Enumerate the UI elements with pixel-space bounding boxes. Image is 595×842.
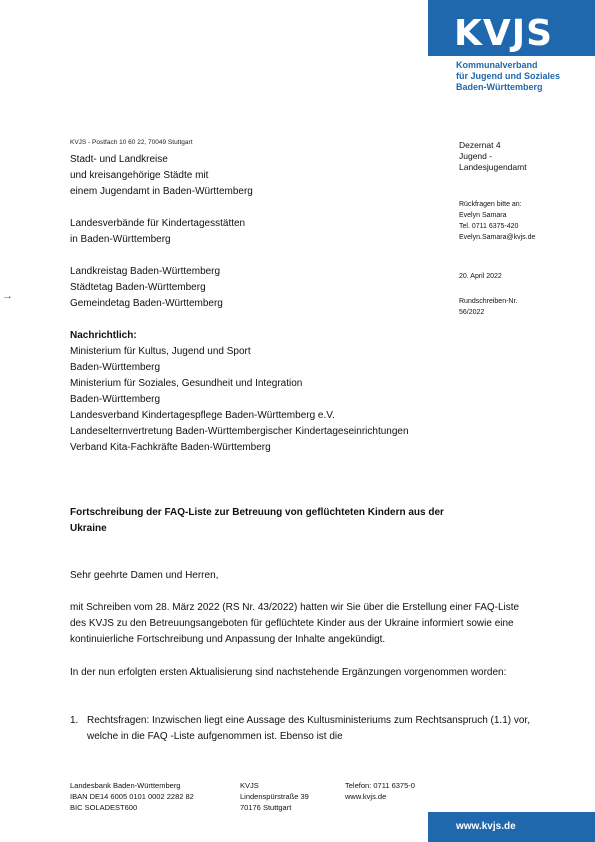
- footer-line: Landesbank Baden-Württemberg: [70, 781, 181, 790]
- cc-line: Landesverband Kindertagespflege Baden-Württemberg e.V.: [70, 410, 335, 421]
- sender-line: KVJS - Postfach 10 60 22, 70049 Stuttgart: [70, 139, 193, 146]
- footer-line: BIC SOLADEST600: [70, 803, 138, 812]
- recipient-line: und kreisangehörige Städte mit: [70, 170, 209, 181]
- footer-bank: [70, 780, 194, 813]
- arrow-right-icon: →: [2, 290, 13, 302]
- letter-subject: Fortschreibung der FAQ-Liste zur Betreuung von geflüchteten Kindern aus der Ukraine: [70, 507, 444, 534]
- footer-line: KVJS: [240, 781, 259, 790]
- recipient-line: Landesverbände für Kindertagesstätten: [70, 218, 246, 229]
- logo-subtitle: [456, 60, 560, 93]
- reference-number: 56/2022: [459, 309, 485, 316]
- list-item-number: 1.: [70, 715, 79, 726]
- footer-phone: Telefon: 0711 6375-0: [345, 781, 415, 790]
- department-line: Dezernat 4: [459, 140, 501, 150]
- recipient-line: Landkreistag Baden-Württemberg: [70, 266, 221, 277]
- department-line: Jugend -: [459, 151, 493, 161]
- contact-email[interactable]: Evelyn.Samara@kvjs.de: [459, 234, 536, 241]
- recipient-line: Gemeindetag Baden-Württemberg: [70, 298, 223, 309]
- footer-line: IBAN DE14 6005 0101 0002 2282 82: [70, 792, 194, 801]
- cc-line: Baden-Württemberg: [70, 362, 161, 373]
- footer-contact: [345, 780, 415, 802]
- recipient-line: in Baden-Württemberg: [70, 234, 171, 245]
- logo-subtitle-line: Baden-Württemberg: [456, 82, 543, 92]
- footer-address: [240, 780, 309, 813]
- footer-website[interactable]: www.kvjs.de: [345, 792, 387, 801]
- cc-heading: Nachrichtlich:: [70, 330, 137, 341]
- logo-wordmark: KVJS: [454, 13, 554, 54]
- recipient-line: Stadt- und Landkreise: [70, 154, 168, 165]
- contact-line: Tel. 0711 6375-420: [459, 223, 519, 230]
- recipient-group-2: [70, 216, 245, 248]
- logo-subtitle-line: Kommunalverband: [456, 60, 538, 70]
- footer-line: Lindenspürstraße 39: [240, 792, 309, 801]
- cc-line: Ministerium für Soziales, Gesundheit und Integration: [70, 378, 303, 389]
- body-paragraph-2: In der nun erfolgten ersten Aktualisierung sind nachstehende Ergänzungen vorgenommen worden:: [70, 667, 507, 678]
- body-paragraph-1: mit Schreiben vom 28. März 2022 (RS Nr. 43/2022) hatten wir Sie über die Erstellung einer FAQ-Liste des KVJS zu den Betreuungsangeboten für geflüchtete Kinder aus der Ukraine informiert sowie eine kontinuierliche Fortschreibung und Anpassung der Inhalte angekündigt.: [70, 602, 520, 645]
- recipient-group-1: [70, 152, 253, 200]
- list-item: [70, 713, 530, 745]
- logo-subtitle-line: für Jugend und Soziales: [456, 71, 561, 81]
- cc-line: Verband Kita-Fachkräfte Baden-Württemberg: [70, 442, 271, 453]
- footer-url-link[interactable]: www.kvjs.de: [456, 821, 516, 832]
- salutation: Sehr geehrte Damen und Herren,: [70, 570, 219, 581]
- cc-block: [70, 328, 409, 456]
- recipient-line: Städtetag Baden-Württemberg: [70, 282, 206, 293]
- department-line: Landesjugendamt: [459, 162, 527, 172]
- reference-block: [459, 296, 517, 318]
- contact-line: Rückfragen bitte an:: [459, 201, 522, 208]
- department-block: [459, 140, 527, 173]
- cc-line: Ministerium für Kultus, Jugend und Sport: [70, 346, 251, 357]
- footer-line: 70176 Stuttgart: [240, 803, 292, 812]
- contact-block: [459, 199, 535, 243]
- recipient-group-3: [70, 264, 223, 312]
- cc-line: Landeselternvertretung Baden-Württembergischer Kindertageseinrichtungen: [70, 426, 409, 437]
- reference-label: Rundschreiben-Nr.: [459, 298, 518, 305]
- contact-line: Evelyn Samara: [459, 212, 507, 219]
- list-item-text: Rechtsfragen: Inzwischen liegt eine Aussage des Kultusministeriums zum Rechtsanspruch (1.1) vor, welche in die FAQ -Liste aufgenommen ist. Ebenso ist die: [87, 715, 530, 742]
- recipient-line: einem Jugendamt in Baden-Württemberg: [70, 186, 253, 197]
- cc-line: Baden-Württemberg: [70, 394, 161, 405]
- letter-date: 20. April 2022: [459, 273, 502, 280]
